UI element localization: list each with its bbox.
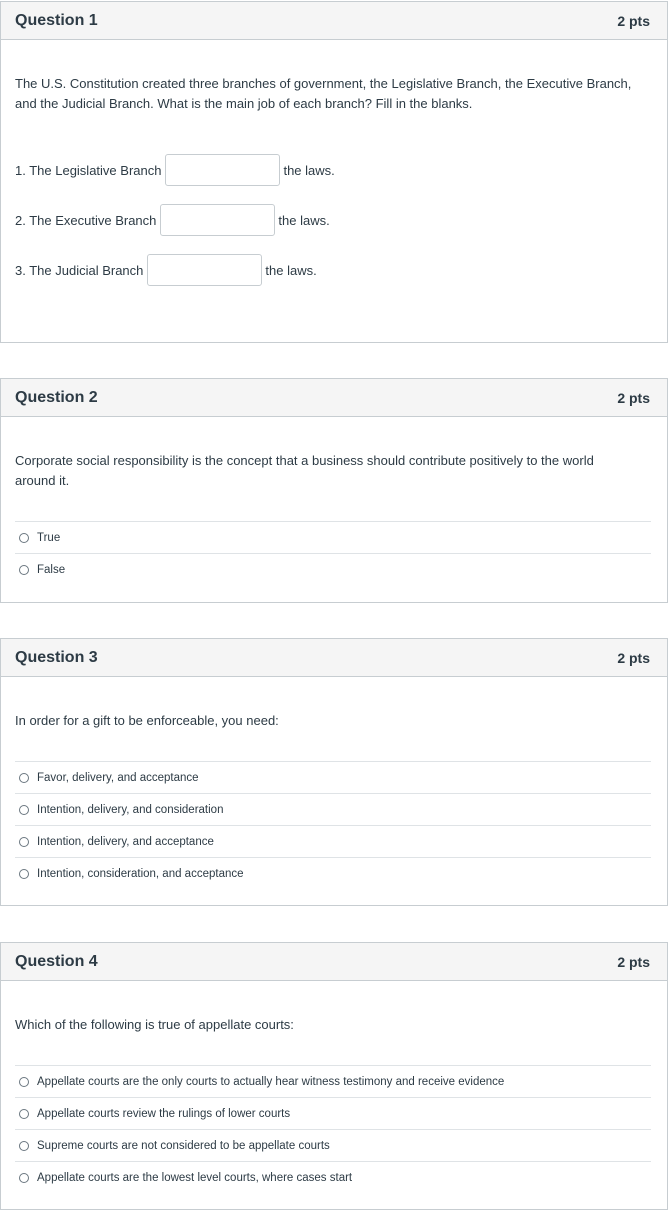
answer-option[interactable] bbox=[15, 521, 651, 553]
blank-prefix: 3. The Judicial Branch bbox=[15, 262, 144, 278]
answer-label: Appellate courts are the lowest level courts, where cases start bbox=[37, 1171, 353, 1184]
question-points: 2 pts bbox=[617, 389, 650, 406]
radio-button[interactable] bbox=[19, 565, 29, 575]
answer-option[interactable] bbox=[15, 793, 651, 825]
blank-suffix: the laws. bbox=[278, 212, 330, 228]
answer-label: False bbox=[37, 563, 66, 576]
question-1 bbox=[0, 1, 668, 343]
question-4 bbox=[0, 942, 668, 1210]
answer-label: Intention, delivery, and consideration bbox=[37, 803, 224, 816]
answer-option[interactable] bbox=[15, 553, 651, 585]
blank-prefix: 2. The Executive Branch bbox=[15, 212, 157, 228]
blank-row-legislative bbox=[15, 154, 335, 186]
question-text: The U.S. Constitution created three branches of government, the Legislative Branch, the Executive Branch, and the Judicial Branch. What is the main job of each branch? Fill in the blanks. bbox=[15, 76, 632, 111]
radio-button[interactable] bbox=[19, 533, 29, 543]
radio-button[interactable] bbox=[19, 1141, 29, 1151]
judicial-blank-input[interactable] bbox=[147, 254, 262, 286]
answer-list bbox=[15, 521, 651, 585]
answer-option[interactable] bbox=[15, 857, 651, 889]
radio-button[interactable] bbox=[19, 1077, 29, 1087]
answer-list bbox=[15, 761, 651, 889]
question-header bbox=[1, 943, 667, 981]
radio-button[interactable] bbox=[19, 869, 29, 879]
executive-blank-input[interactable] bbox=[160, 204, 275, 236]
radio-button[interactable] bbox=[19, 1173, 29, 1183]
question-points: 2 pts bbox=[617, 953, 650, 970]
legislative-blank-input[interactable] bbox=[165, 154, 280, 186]
question-points: 2 pts bbox=[617, 12, 650, 29]
question-header bbox=[1, 2, 667, 40]
blank-prefix: 1. The Legislative Branch bbox=[15, 162, 162, 178]
answer-option[interactable] bbox=[15, 1097, 651, 1129]
answer-option[interactable] bbox=[15, 825, 651, 857]
blank-suffix: the laws. bbox=[283, 162, 335, 178]
answer-label: Appellate courts are the only courts to actually hear witness testimony and receive evidence bbox=[37, 1075, 505, 1088]
blank-row-executive bbox=[15, 204, 330, 236]
blank-row-judicial bbox=[15, 254, 317, 286]
question-text: Corporate social responsibility is the concept that a business should contribute positively to the world around it. bbox=[15, 453, 594, 488]
question-header bbox=[1, 639, 667, 677]
question-points: 2 pts bbox=[617, 649, 650, 666]
question-2 bbox=[0, 378, 668, 603]
answer-label: Favor, delivery, and acceptance bbox=[37, 771, 199, 784]
question-title: Question 2 bbox=[15, 388, 98, 406]
answer-label: Appellate courts review the rulings of lower courts bbox=[37, 1107, 291, 1120]
question-title: Question 4 bbox=[15, 952, 98, 970]
radio-button[interactable] bbox=[19, 1109, 29, 1119]
question-header bbox=[1, 379, 667, 417]
radio-button[interactable] bbox=[19, 773, 29, 783]
radio-button[interactable] bbox=[19, 805, 29, 815]
question-3 bbox=[0, 638, 668, 906]
blank-suffix: the laws. bbox=[265, 262, 317, 278]
radio-button[interactable] bbox=[19, 837, 29, 847]
answer-option[interactable] bbox=[15, 761, 651, 793]
answer-label: Supreme courts are not considered to be appellate courts bbox=[37, 1139, 330, 1152]
question-text: In order for a gift to be enforceable, you need: bbox=[15, 713, 279, 728]
answer-option[interactable] bbox=[15, 1065, 651, 1097]
answer-label: True bbox=[37, 531, 61, 544]
question-title: Question 3 bbox=[15, 648, 98, 666]
answer-label: Intention, delivery, and acceptance bbox=[37, 835, 214, 848]
question-text: Which of the following is true of appellate courts: bbox=[15, 1017, 294, 1032]
answer-option[interactable] bbox=[15, 1161, 651, 1193]
answer-list bbox=[15, 1065, 651, 1193]
question-title: Question 1 bbox=[15, 11, 98, 29]
answer-option[interactable] bbox=[15, 1129, 651, 1161]
answer-label: Intention, consideration, and acceptance bbox=[37, 867, 244, 880]
